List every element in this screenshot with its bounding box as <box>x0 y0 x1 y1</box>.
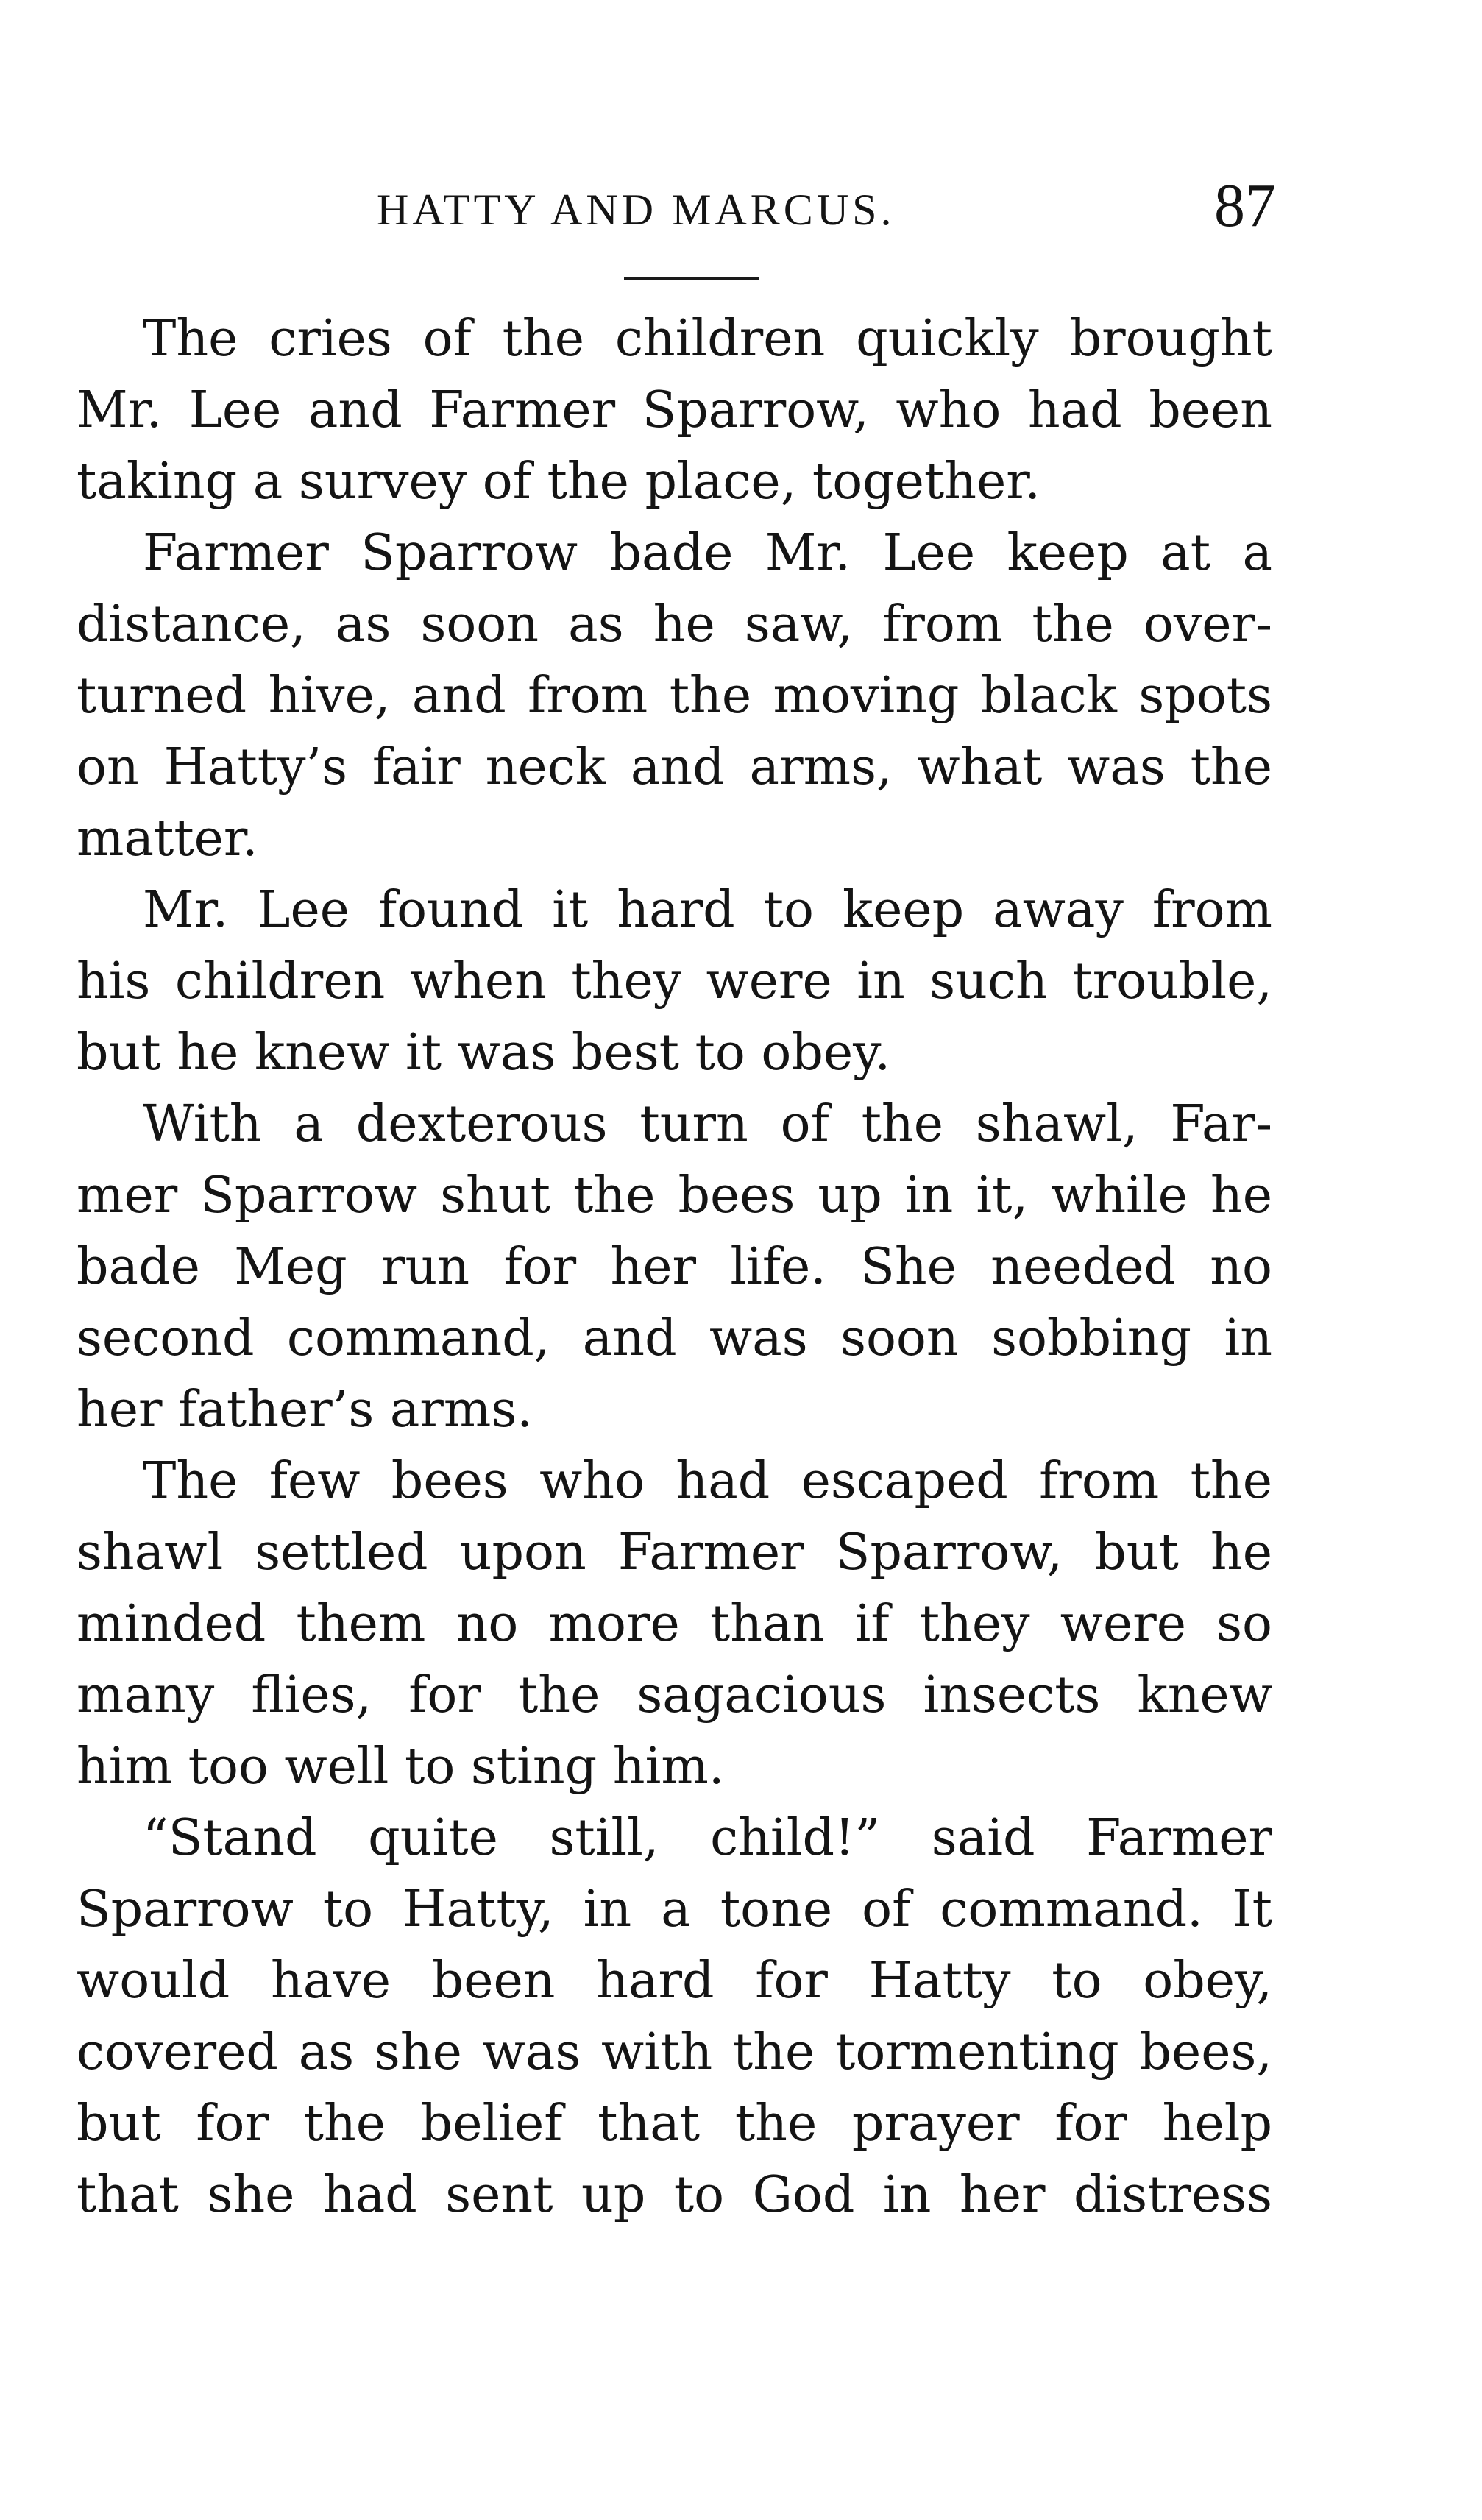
paragraph <box>77 1445 1272 1802</box>
text-line: Farmer Sparrow bade Mr. Lee keep at a <box>143 524 1272 582</box>
running-title: HATTY AND MARCUS. <box>377 185 896 234</box>
paragraph <box>77 1089 1272 1445</box>
text-line: Mr. Lee and Farmer Sparrow, who had been <box>77 381 1272 439</box>
paragraph <box>77 874 1272 1089</box>
text-line: turned hive, and from the moving black spots <box>77 667 1272 725</box>
text-line: would have been hard for Hatty to obey, <box>77 1952 1272 2010</box>
text-line: Sparrow to Hatty, in a tone of command. It <box>77 1880 1272 1939</box>
text-line: but for the belief that the prayer for help <box>77 2095 1272 2153</box>
text-line: Mr. Lee found it hard to keep away from <box>143 881 1272 939</box>
text-line: mer Sparrow shut the bees up in it, while he <box>77 1167 1272 1225</box>
text-line: him too well to sting him. <box>77 1738 725 1796</box>
text-line: covered as she was with the tormenting bees, <box>77 2023 1272 2081</box>
body-text <box>77 303 1272 2231</box>
running-head <box>0 171 1482 252</box>
text-line: The few bees who had escaped from the <box>143 1452 1272 1510</box>
text-line: her father’s arms. <box>77 1381 533 1439</box>
paragraph <box>77 303 1272 517</box>
text-line: that she had sent up to God in her distress <box>77 2166 1272 2224</box>
text-line: matter. <box>77 810 258 868</box>
paragraph <box>77 1802 1272 2231</box>
text-line: second command, and was soon sobbing in <box>77 1309 1272 1367</box>
text-line: shawl settled upon Farmer Sparrow, but he <box>77 1523 1272 1582</box>
text-line: distance, as soon as he saw, from the over- <box>77 595 1272 654</box>
text-line: his children when they were in such trouble, <box>77 952 1272 1011</box>
page-number: 87 <box>1214 171 1276 240</box>
text-line: The cries of the children quickly brought <box>143 310 1272 368</box>
text-line: With a dexterous turn of the shawl, Far- <box>143 1095 1272 1153</box>
text-line: but he knew it was best to obey. <box>77 1024 891 1082</box>
text-line: minded them no more than if they were so <box>77 1595 1272 1653</box>
text-line: taking a survey of the place, together. <box>77 453 1040 511</box>
text-line: bade Meg run for her life. She needed no <box>77 1238 1272 1296</box>
text-line: “Stand quite still, child!” said Farmer <box>143 1809 1272 1867</box>
header-rule <box>624 277 759 280</box>
text-line: many flies, for the sagacious insects knew <box>77 1666 1272 1724</box>
paragraph <box>77 517 1272 874</box>
text-line: on Hatty’s fair neck and arms, what was the <box>77 738 1272 796</box>
